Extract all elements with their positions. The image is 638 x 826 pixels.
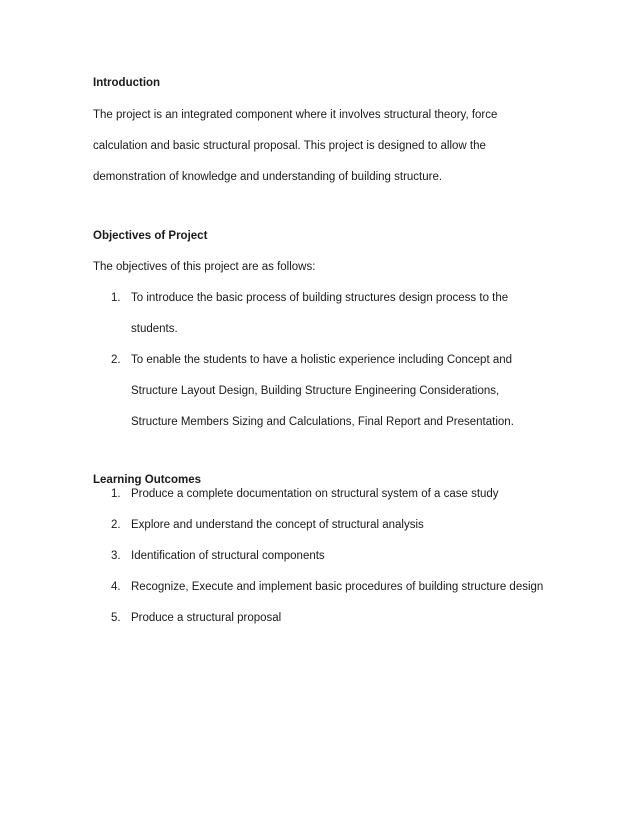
list-item-number: 5. [111,612,121,624]
list-item-text: Identification of structural components [131,550,325,562]
list-item [93,611,598,625]
introduction-heading: Introduction [93,77,161,89]
list-item [93,487,598,501]
list-item-number: 2. [111,354,121,366]
objectives-heading: Objectives of Project [93,230,208,242]
list-item-number: 3. [111,550,121,562]
list-item-text: To introduce the basic process of building structures design process to the students. [131,292,509,335]
list-item [93,518,598,532]
list-item-number: 1. [111,292,121,304]
objectives-intro: The objectives of this project are as follows: [93,261,316,273]
list-item [93,580,598,594]
learning-outcomes-list [93,487,598,625]
list-item-text: Recognize, Execute and implement basic procedures of building structure design [131,581,544,593]
list-item-number: 4. [111,581,121,593]
list-item [93,345,528,438]
list-item-number: 1. [111,488,121,500]
list-item-text: To enable the students to have a holistic experience including Concept and Structure Layout Design, Building Structure Engineering Considerations, Structure Members Sizing and Calculations, Final Report and Presentation. [131,354,514,428]
introduction-section [93,76,518,193]
introduction-body: The project is an integrated component where it involves structural theory, force calculation and basic structural proposal. This project is designed to allow the demonstration of knowledge and understanding of building structure. [93,109,498,183]
learning-outcomes-section [93,473,598,625]
objectives-section [93,229,528,438]
list-item-text: Explore and understand the concept of structural analysis [131,519,424,531]
list-item [93,283,528,345]
objectives-list [93,283,528,438]
learning-outcomes-heading: Learning Outcomes [93,474,201,486]
list-item-number: 2. [111,519,121,531]
list-item [93,549,598,563]
list-item-text: Produce a structural proposal [131,612,282,624]
list-item-text: Produce a complete documentation on structural system of a case study [131,488,499,500]
